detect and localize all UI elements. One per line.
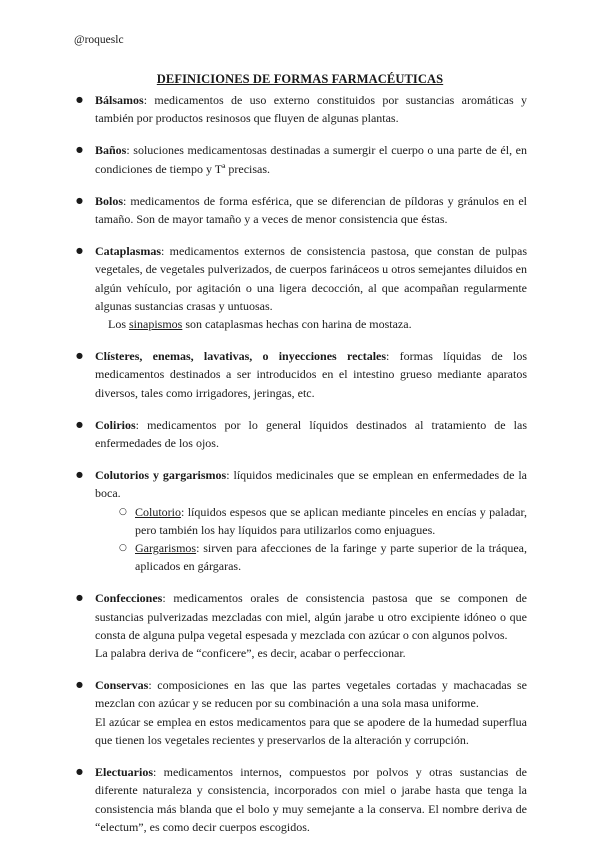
- term-gargarismos: Gargarismos: [135, 541, 197, 556]
- list-item-colirios: [95, 416, 527, 452]
- term-bolos: Bolos: [95, 193, 124, 208]
- definition-bolos: : medicamentos de forma esférica, que se diferencian de píldoras y gránulos en el tamaño. Son de mayor tamaño y a veces de menor consistencia que éstas.: [95, 193, 527, 227]
- note-confecciones: La palabra deriva de “conficere”, es decir, acabar o perfeccionar.: [95, 646, 406, 661]
- list-item-cataplasmas: [95, 242, 527, 333]
- document-title: DEFINICIONES DE FORMAS FARMACÉUTICAS: [156, 72, 444, 86]
- term-banos: Baños: [95, 143, 127, 158]
- list-item-clisteres: [95, 347, 527, 402]
- list-item-colutorios: [95, 466, 527, 575]
- note-cataplasmas: [95, 315, 527, 333]
- term-conservas: Conservas: [95, 678, 149, 693]
- term-clisteres: Clísteres, enemas, lavativas, o inyecciones rectales: [95, 349, 387, 364]
- sub-list-colutorios: [95, 503, 527, 576]
- definitions-list: [95, 91, 527, 850]
- definition-banos: : soluciones medicamentosas destinadas a sumergir el cuerpo o una parte de él, en condiciones de tiempo y Tª precisas.: [95, 143, 527, 176]
- term-confecciones: Confecciones: [95, 591, 163, 606]
- list-item-banos: [95, 141, 527, 177]
- definition-colutorio: : líquidos espesos que se aplican mediante pinceles en encías y paladar, pero también los hay líquidos para utilizarlos como enjuagues.: [135, 504, 527, 537]
- definition-electuarios: : medicamentos internos, compuestos por polvos y otras sustancias de diferente naturaleza y consistencia, incorporados con miel o jarabe hasta que tenga la consistencia más blanda que el bolo y muy semejante a la conserva. El nombre deriva de “electum”, es como decir cuerpos escogidos.: [95, 765, 527, 834]
- sub-item-gargarismos: [135, 539, 527, 575]
- term-balsamos: Bálsamos: [95, 93, 144, 107]
- list-item-conservas: [95, 676, 527, 749]
- definition-confecciones: : medicamentos orales de consistencia pastosa que se componen de sustancias pulverizadas mezcladas con miel, algún jarabe u otro excipiente idóneo o que consta de alguna pulpa vegetal espesada y mezclada con azúcar o con algunos polvos.: [95, 591, 527, 642]
- term-electuarios: Electuarios: [95, 765, 153, 780]
- sub-item-colutorio: [135, 503, 527, 539]
- author-handle: @roqueslc: [74, 34, 124, 46]
- term-colutorio: Colutorio: [135, 504, 182, 519]
- definition-cataplasmas: : medicamentos externos de consistencia pastosa, que constan de pulpas vegetales, de vegetales pulverizados, de cuerpos farináceos u otros semejantes diluidos en algún vehículo, por agitación o una ligera decocción, al que acompañan regularmente algunas sustancias crasas y untuosas.: [95, 244, 527, 313]
- term-cataplasmas: Cataplasmas: [95, 244, 162, 259]
- definition-gargarismos: : sirven para afecciones de la faringe y parte superior de la tráquea, aplicados en gárgaras.: [135, 541, 527, 574]
- list-item-confecciones: [95, 589, 527, 662]
- definition-colutorios: : líquidos medicinales que se emplean en enfermedades de la boca.: [95, 468, 527, 501]
- list-item-electuarios: [95, 763, 527, 836]
- note-conservas: El azúcar se emplea en estos medicamentos para que se apodere de la humedad superflua que tienen los vegetales recientes y preservarlos de la alteración y corrupción.: [95, 714, 527, 747]
- term-sinapismos: sinapismos: [129, 317, 183, 332]
- term-colirios: Colirios: [95, 417, 136, 432]
- list-item-bolos: [95, 192, 527, 228]
- definition-conservas: : composiciones en las que las partes vegetales cortadas y machacadas se mezclan con azúcar y se reducen por su combinación a una sola masa uniforme.: [95, 678, 527, 711]
- list-item-balsamos: [95, 91, 527, 127]
- definition-clisteres: : formas líquidas de los medicamentos destinados a ser introducidos en el intestino grueso mediante aparatos diversos, tales como irrigadores, jeringas, etc.: [95, 349, 527, 400]
- definition-colirios: : medicamentos por lo general líquidos destinados al tratamiento de las enfermedades de los ojos.: [95, 417, 527, 451]
- term-colutorios: Colutorios y gargarismos: [95, 468, 227, 483]
- definition-balsamos: : medicamentos de uso externo constituidos por sustancias aromáticas y también por productos resinosos que fluyen de algunas plantas.: [95, 93, 527, 126]
- note-suffix: son cataplasmas hechas con harina de mostaza.: [182, 317, 412, 332]
- note-prefix: Los: [108, 317, 129, 332]
